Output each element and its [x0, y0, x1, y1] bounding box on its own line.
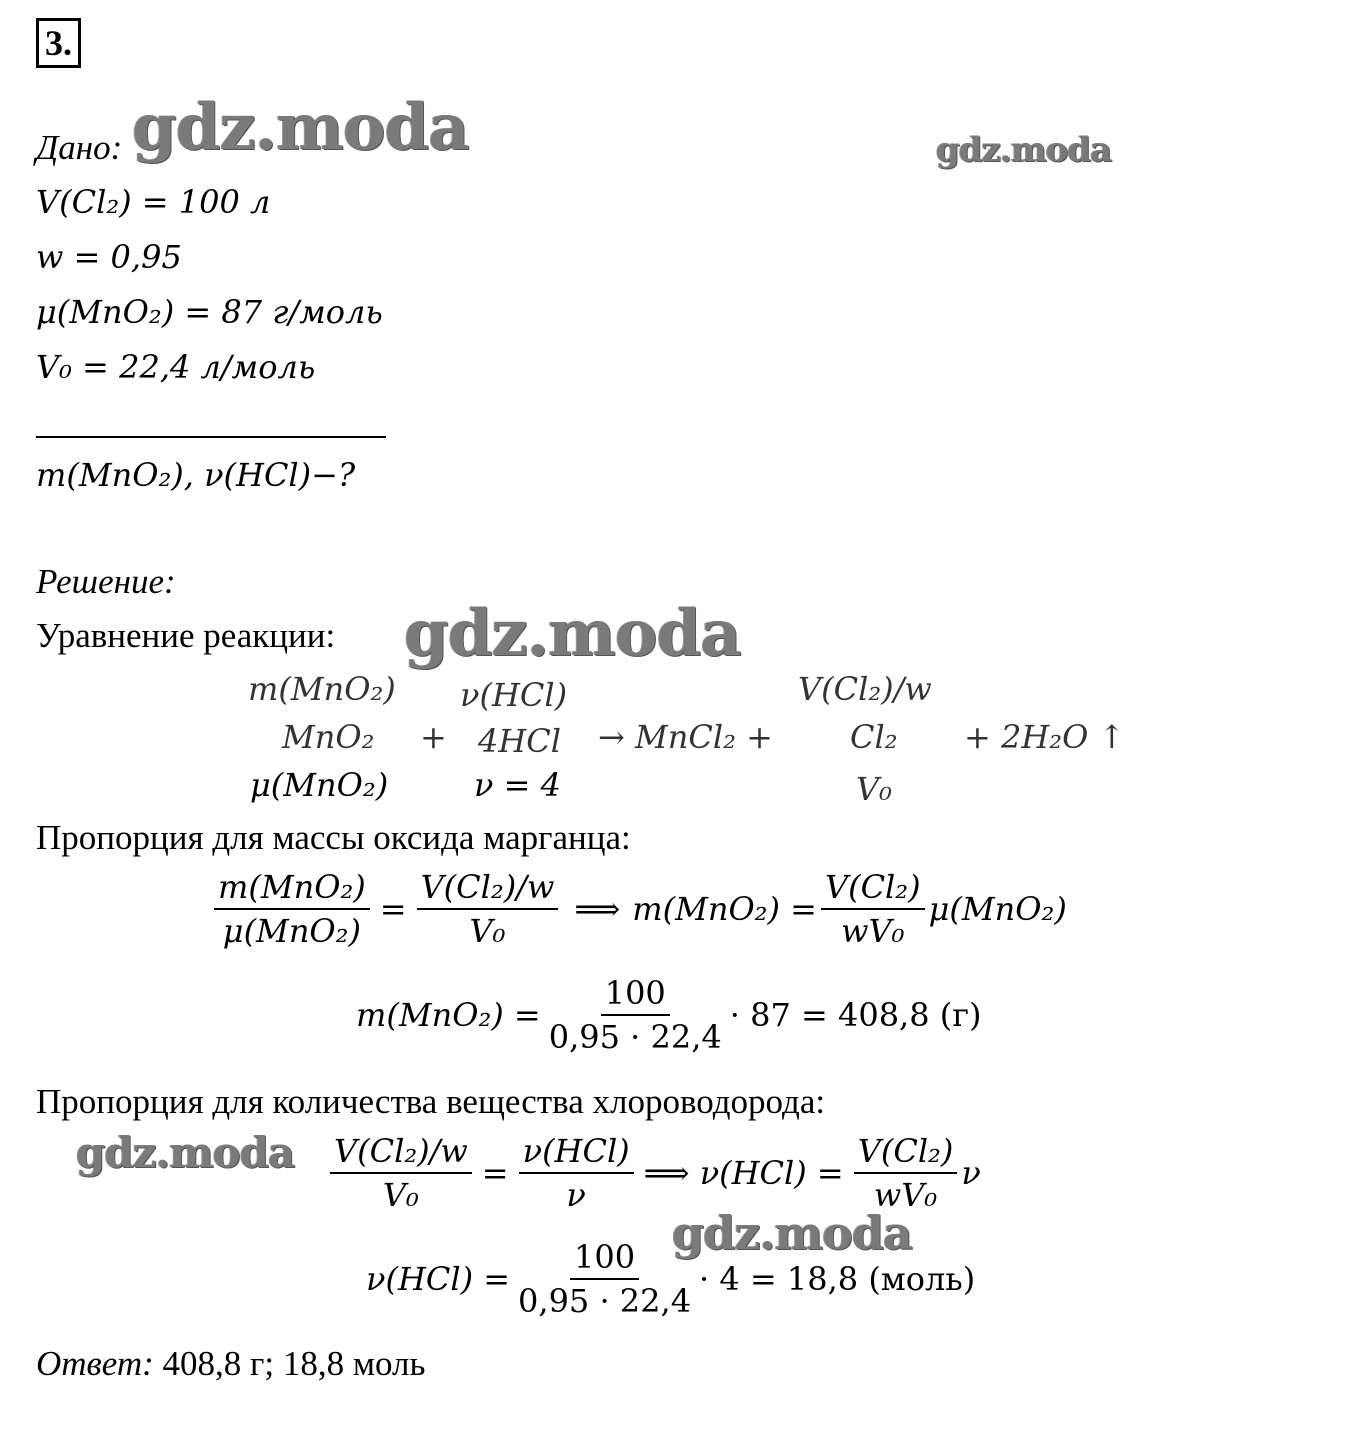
watermark-logo: gdz.moda — [936, 130, 1112, 170]
hcl-calc-den: 0,95 · 22,4 — [518, 1282, 692, 1320]
mass-fraction-left — [214, 868, 370, 950]
mass-fraction-left-num: m(MnO₂) — [214, 868, 370, 910]
reaction-bottom-molar-volume: V₀ — [856, 770, 892, 808]
hcl-result-num: V(Cl₂) — [854, 1132, 958, 1174]
reaction-top-hcl: ν(HCl) — [460, 676, 568, 714]
mass-calc-tail: · 87 = 408,8 (г) — [729, 996, 982, 1034]
mass-calc-den: 0,95 · 22,4 — [548, 1018, 722, 1056]
reaction-cl2: Cl₂ — [850, 718, 898, 756]
hcl-fraction-left — [330, 1132, 472, 1214]
hcl-result-fraction — [854, 1132, 958, 1214]
watermark-logo: gdz.moda — [404, 596, 741, 671]
hcl-calc-num: 100 — [570, 1238, 639, 1280]
watermark-logo: gdz.moda — [132, 90, 469, 165]
given-line-molar-volume: V₀ = 22,4 л/моль — [36, 348, 316, 386]
mass-calc-fraction — [545, 974, 726, 1056]
equals-sign: = — [481, 1154, 509, 1192]
hcl-fraction-left-num: V(Cl₂)/w — [330, 1132, 472, 1174]
equals-sign: = — [379, 890, 407, 928]
hcl-fraction-mid-num: ν(HCl) — [519, 1132, 634, 1174]
mass-calc-num: 100 — [601, 974, 670, 1016]
proportion-hcl-label: Пропорция для количества вещества хлороводорода: — [36, 1082, 826, 1121]
mass-fraction-right-den: V₀ — [469, 912, 506, 950]
reaction-top-volume: V(Cl₂)/w — [798, 670, 932, 708]
reaction-bottom-coefficient: ν = 4 — [474, 766, 561, 804]
reaction-water: + 2H₂O ↑ — [964, 718, 1126, 756]
mass-result-lhs: m(MnO₂) = — [632, 890, 817, 928]
solution-heading: Решение: — [36, 562, 176, 601]
find-line: m(MnO₂), ν(HCl)−? — [36, 456, 356, 494]
mass-fraction-right-num: V(Cl₂)/w — [417, 868, 559, 910]
reaction-mncl2: → MnCl₂ + — [598, 718, 773, 756]
reaction-bottom-molar-mass: μ(MnO₂) — [250, 766, 389, 804]
mass-result-den: wV₀ — [841, 912, 905, 950]
equation-label: Уравнение реакции: — [36, 616, 336, 655]
implies-sign: ⟹ — [574, 890, 621, 928]
hcl-result-tail: ν — [961, 1154, 981, 1192]
reaction-plus: + — [420, 718, 447, 756]
given-line-volume: V(Cl₂) = 100 л — [36, 183, 271, 221]
hcl-fraction-mid-den: ν — [566, 1176, 586, 1214]
mass-calculation — [356, 974, 981, 1056]
hcl-result-den: wV₀ — [873, 1176, 938, 1214]
task-number: 3. — [36, 18, 81, 68]
mass-result-num: V(Cl₂) — [821, 868, 925, 910]
given-heading: Дано: — [36, 128, 123, 167]
answer-text: 408,8 г; 18,8 моль — [162, 1344, 426, 1383]
mass-calc-lhs: m(MnO₂) = — [356, 996, 541, 1034]
hcl-formula — [326, 1132, 981, 1214]
hcl-calc-fraction — [514, 1238, 695, 1320]
hcl-calc-lhs: ν(HCl) = — [366, 1260, 511, 1298]
mass-fraction-left-den: μ(MnO₂) — [222, 912, 361, 950]
given-line-fraction: w = 0,95 — [36, 238, 182, 276]
answer-label: Ответ: — [36, 1344, 154, 1383]
mass-result-fraction — [821, 868, 925, 950]
reaction-mno2: MnO₂ — [282, 718, 375, 756]
watermark-logo: gdz.moda — [672, 1206, 912, 1260]
hcl-fraction-mid — [519, 1132, 634, 1214]
watermark-logo: gdz.moda — [76, 1128, 295, 1177]
answer-line — [36, 1344, 425, 1384]
mass-result-tail: μ(MnO₂) — [928, 890, 1067, 928]
hcl-fraction-left-den: V₀ — [382, 1176, 419, 1214]
mass-fraction-right — [417, 868, 559, 950]
hcl-implies: ⟹ ν(HCl) = — [643, 1154, 844, 1192]
reaction-hcl: 4HCl — [478, 722, 561, 760]
given-divider — [36, 436, 386, 438]
mass-formula — [210, 868, 1067, 950]
proportion-mass-label: Пропорция для массы оксида марганца: — [36, 818, 631, 857]
reaction-top-mass: m(MnO₂) — [248, 670, 396, 708]
hcl-calc-tail: · 4 = 18,8 (моль) — [699, 1260, 976, 1298]
given-line-molar-mass: μ(MnO₂) = 87 г/моль — [36, 293, 383, 331]
